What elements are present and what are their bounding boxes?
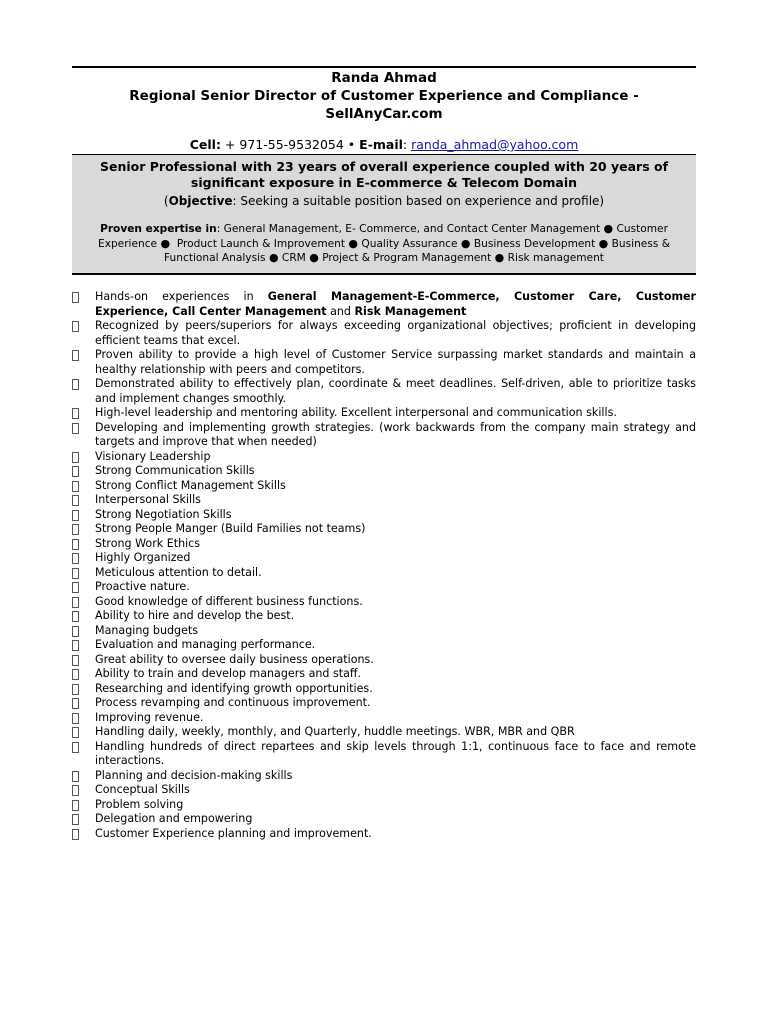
bullet-glyph-icon	[72, 624, 80, 636]
bullet-glyph-icon	[72, 609, 80, 621]
list-item	[72, 406, 696, 421]
bullet-glyph-icon	[72, 566, 80, 578]
expertise-item: Product Launch & Improvement	[176, 237, 346, 250]
bullet-glyph-icon	[72, 769, 80, 781]
expertise-item: Quality Assurance	[361, 237, 458, 250]
list-item	[72, 580, 696, 595]
candidate-name: Randa Ahmad	[331, 70, 437, 86]
list-item	[72, 537, 696, 552]
bullet-glyph-icon	[72, 783, 80, 795]
list-item	[72, 769, 696, 784]
list-item	[72, 551, 696, 566]
list-item	[72, 812, 696, 827]
expertise-item: Project & Program Management	[322, 252, 492, 264]
list-item-text: Handling daily, weekly, monthly, and Quarterly, huddle meetings. WBR, MBR and QBR	[95, 725, 575, 738]
objective-text: : Seeking a suitable position based on experience and profile)	[232, 194, 605, 208]
list-item-text: Process revamping and continuous improvement.	[95, 696, 371, 709]
list-item-text: Delegation and empowering	[95, 812, 253, 825]
list-item	[72, 319, 696, 348]
list-item-text: High-level leadership and mentoring ability. Excellent interpersonal and communication skills.	[95, 406, 617, 419]
summary-box	[72, 154, 696, 275]
list-item	[72, 725, 696, 740]
expertise-label: Proven expertise in	[100, 223, 217, 235]
cell-value: + 971-55-9532054 •	[220, 137, 360, 152]
list-item	[72, 522, 696, 537]
list-item-bold: General Management-E-Commerce, Customer Care, Customer Experience, Call Center Management	[95, 290, 697, 318]
list-item	[72, 421, 696, 450]
list-item-text: Researching and identifying growth opportunities.	[95, 681, 373, 695]
list-item-text: Great ability to oversee daily business operations.	[95, 652, 374, 666]
list-item	[72, 479, 696, 494]
bullet-glyph-icon	[72, 638, 80, 650]
list-item	[72, 493, 696, 508]
list-item-text: Customer Experience planning and improvement.	[95, 826, 372, 840]
list-item	[72, 348, 696, 377]
job-title-line-1: Regional Senior Director of Customer Experience and Compliance -	[129, 88, 639, 104]
list-item	[72, 595, 696, 610]
list-item-text: Meticulous attention to detail.	[95, 565, 262, 579]
list-item-text: Strong Conflict Management Skills	[95, 478, 286, 492]
list-item-text: Evaluation and managing performance.	[95, 638, 316, 651]
bullet-glyph-icon	[72, 667, 80, 679]
dot-separator: ●	[268, 251, 279, 264]
bullet-glyph-icon	[72, 711, 80, 723]
bullet-glyph-icon	[72, 696, 80, 708]
list-item-text: Conceptual Skills	[95, 783, 190, 796]
bullet-glyph-icon	[72, 537, 80, 549]
bullet-glyph-icon	[72, 421, 80, 433]
list-item	[72, 638, 696, 653]
strengths-list	[72, 290, 696, 841]
list-item-text: Developing and implementing growth strategies. (work backwards from the company main strategy and targets and improve that when needed)	[95, 420, 696, 448]
list-item-text: Visionary Leadership	[95, 449, 211, 463]
bullet-glyph-icon	[72, 740, 80, 752]
list-item	[72, 609, 696, 624]
list-item	[72, 682, 696, 697]
list-item	[72, 508, 696, 523]
objective-open: (	[163, 194, 169, 208]
email-separator: :	[402, 137, 412, 152]
list-item-text: and	[326, 304, 355, 318]
bullet-glyph-icon	[72, 725, 80, 737]
list-item-text: Proven ability to provide a high level of Customer Service surpassing market standards and maintain a healthy relationship with peers and competitors.	[95, 348, 696, 376]
list-item-text: Strong Communication Skills	[95, 464, 255, 477]
email-link[interactable]: randa_ahmad@yahoo.com	[411, 137, 579, 152]
bullet-glyph-icon	[72, 464, 80, 476]
list-item-text: Good knowledge of different business functions.	[95, 594, 363, 608]
list-item-text: Strong Work Ethics	[95, 536, 201, 550]
dot-separator: ●	[494, 251, 505, 264]
dot-separator: ●	[460, 236, 471, 250]
expertise-item: Business & Functional Analysis	[164, 237, 670, 264]
bullet-glyph-icon	[72, 348, 80, 360]
bullet-glyph-icon	[72, 827, 80, 839]
bullet-glyph-icon	[72, 290, 80, 302]
bullet-glyph-icon	[72, 377, 80, 389]
list-item	[72, 464, 696, 479]
objective-label: Objective	[168, 194, 233, 208]
bullet-glyph-icon	[72, 522, 80, 534]
list-item	[72, 566, 696, 581]
bullet-glyph-icon	[72, 319, 80, 331]
expertise-item: Business Development	[473, 237, 596, 250]
objective-line	[72, 193, 696, 209]
email-label: E-mail	[359, 137, 403, 152]
expertise-item: Risk management	[507, 252, 604, 264]
cell-label: Cell:	[189, 137, 221, 152]
list-item-text: Managing budgets	[95, 623, 199, 637]
job-title-line-2: SellAnyCar.com	[325, 106, 443, 122]
summary-headline: Senior Professional with 23 years of overall experience coupled with 20 years of significant exposure in E-commerce & Telecom Domain	[99, 159, 669, 190]
contact-line	[72, 137, 696, 153]
bullet-glyph-icon	[72, 450, 80, 462]
list-item	[72, 696, 696, 711]
dot-separator: ●	[309, 251, 319, 264]
bullet-glyph-icon	[72, 798, 80, 810]
list-item-text: Interpersonal Skills	[95, 493, 201, 506]
top-rule	[72, 66, 696, 68]
list-item	[72, 783, 696, 798]
list-item	[72, 624, 696, 639]
list-item	[72, 798, 696, 813]
list-item-text: Planning and decision-making skills	[95, 768, 293, 782]
list-item	[72, 653, 696, 668]
list-item	[72, 377, 696, 406]
dot-separator: ●	[598, 236, 609, 250]
dot-separator: ●	[348, 236, 359, 250]
list-item-text: Ability to hire and develop the best.	[95, 609, 295, 622]
dot-separator: ●	[160, 236, 171, 250]
list-item-text: Handling hundreds of direct repartees and skip levels through 1:1, continuous face to face and remote interactions.	[95, 739, 696, 767]
list-item-text: Strong Negotiation Skills	[95, 507, 232, 521]
bullet-glyph-icon	[72, 406, 80, 418]
expertise-item: CRM	[281, 252, 306, 264]
expertise-line: Proven expertise in: General Management, E- Commerce, and Contact Center Management ● Customer Experience ● Product Launch & Improvement ● Quality Assurance ● Business Development ● Business & Functional Analysis ● CRM ● Project & Program Management ● Risk management	[98, 222, 670, 264]
bullet-glyph-icon	[72, 508, 80, 520]
bullet-glyph-icon	[72, 580, 80, 592]
bullet-glyph-icon	[72, 653, 80, 665]
bullet-glyph-icon	[72, 812, 80, 824]
list-item-text: Problem solving	[95, 797, 184, 811]
bullet-glyph-icon	[72, 682, 80, 694]
list-item-text: Recognized by peers/superiors for always exceeding organizational objectives; proficient in developing efficient teams that excel.	[95, 319, 696, 347]
list-item-text: Demonstrated ability to effectively plan, coordinate & meet deadlines. Self-driven, able to prioritize tasks and implement changes smoothly.	[95, 377, 696, 405]
list-item-text: Proactive nature.	[95, 580, 190, 593]
list-item-text: Improving revenue.	[95, 710, 204, 724]
list-item-text: Highly Organized	[95, 551, 191, 564]
list-item-bold: Risk Management	[354, 304, 467, 318]
list-item	[72, 711, 696, 726]
bullet-glyph-icon	[72, 551, 80, 563]
list-item	[72, 827, 696, 842]
bullet-glyph-icon	[72, 595, 80, 607]
bullet-glyph-icon	[72, 493, 80, 505]
dot-separator: ●	[603, 222, 614, 235]
list-item-text: Ability to train and develop managers and staff.	[95, 667, 362, 680]
list-item-text: Hands-on experiences in	[95, 290, 268, 303]
bullet-glyph-icon	[72, 479, 80, 491]
expertise-item: General Management, E- Commerce, and Contact Center Management	[223, 223, 601, 235]
list-item	[72, 450, 696, 465]
list-item	[72, 667, 696, 682]
list-item-text: Strong People Manger (Build Families not teams)	[95, 522, 366, 535]
expertise-item: Customer Experience	[98, 223, 668, 250]
list-item	[72, 740, 696, 769]
list-item	[72, 290, 696, 319]
resume-header	[72, 69, 696, 123]
